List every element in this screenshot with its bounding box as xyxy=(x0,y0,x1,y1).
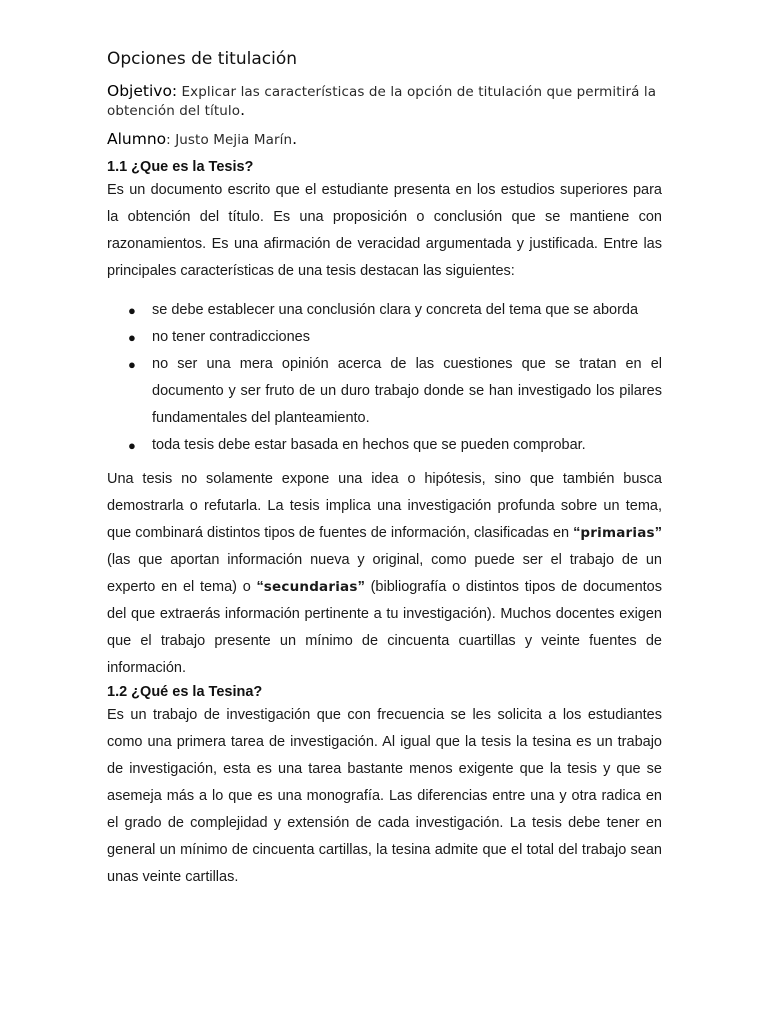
open-quote: “ xyxy=(256,579,264,595)
student-period: . xyxy=(292,130,298,148)
bullet-icon: ● xyxy=(128,357,136,372)
student-line xyxy=(107,130,662,149)
list-item xyxy=(107,324,662,351)
document-page xyxy=(107,48,662,891)
objective-label: Objetivo: xyxy=(107,82,178,100)
student-label: Alumno xyxy=(107,130,167,148)
keyword-secundarias: secundarias xyxy=(263,579,358,595)
objective-line xyxy=(107,82,662,120)
paragraph-text: (las que aportan información nueva y original, como puede ser el trabajo de un experto en el tema) o xyxy=(107,552,662,595)
student-colon: : xyxy=(166,132,171,148)
section-heading-tesina: 1.2 ¿Qué es la Tesina? xyxy=(107,684,263,700)
objective-text: Explicar las características de la opción de titulación que permitirá la obtención del título xyxy=(107,84,657,119)
bullet-icon: ● xyxy=(128,303,136,318)
document-title: Opciones de titulación xyxy=(107,49,298,69)
paragraph-text: (bibliografía o distintos tipos de documentos del que extraerás información pertinente a tu investigación). Muchos docentes exigen que el trabajo presente un mínimo de cincuenta cuartillas y veinte fuentes de información. xyxy=(107,579,662,676)
bullet-icon: ● xyxy=(128,438,136,453)
tesis-characteristics-list xyxy=(107,297,662,459)
close-quote: ” xyxy=(654,525,662,541)
tesis-intro-paragraph: Es un documento escrito que el estudiante presenta en los estudios superiores para la obtención del título. Es una proposición o conclusión que se mantiene con razonamientos. Es una afirmación de veracidad argumentada y justificada. Entre las principales características de una tesis destacan las siguientes: xyxy=(107,182,662,279)
open-quote: “ xyxy=(573,525,581,541)
student-name: Justo Mejia Marín xyxy=(170,132,293,148)
list-item-text: no tener contradicciones xyxy=(152,329,310,345)
list-item xyxy=(107,297,662,324)
list-item xyxy=(107,432,662,459)
bullet-icon: ● xyxy=(128,330,136,345)
paragraph-text: Una tesis no solamente expone una idea o hipótesis, sino que también busca demostrarla o refutarla. La tesis implica una investigación profunda sobre un tema, que combinará distintos tipos de fuentes de información, clasificadas en xyxy=(107,471,662,541)
list-item xyxy=(107,351,662,432)
tesina-paragraph: Es un trabajo de investigación que con frecuencia se les solicita a los estudiantes como una primera tarea de investigación. Al igual que la tesis la tesina es un trabajo de investigación, esta es una tarea bastante menos exigente que la tesis y que se asemeja más a lo que es una monografía. Las diferencias entre una y otra radica en el grado de complejidad y extensión de cada investigación. La tesis debe tener en general un mínimo de cincuenta cartillas, la tesina admite que el total del trabajo sean unas veinte cartillas. xyxy=(107,707,662,885)
close-quote: ” xyxy=(357,579,365,595)
list-item-text: se debe establecer una conclusión clara y concreta del tema que se aborda xyxy=(152,302,639,318)
tesis-sources-paragraph xyxy=(107,466,662,682)
list-item-text: no ser una mera opinión acerca de las cuestiones que se tratan en el documento y ser fruto de un duro trabajo donde se han investigado los pilares fundamentales del planteamiento. xyxy=(152,356,662,426)
list-item-text: toda tesis debe estar basada en hechos que se pueden comprobar. xyxy=(152,437,586,453)
keyword-primarias: primarias xyxy=(580,525,655,541)
objective-period: . xyxy=(240,101,246,119)
section-heading-tesis: 1.1 ¿Que es la Tesis? xyxy=(107,159,254,175)
